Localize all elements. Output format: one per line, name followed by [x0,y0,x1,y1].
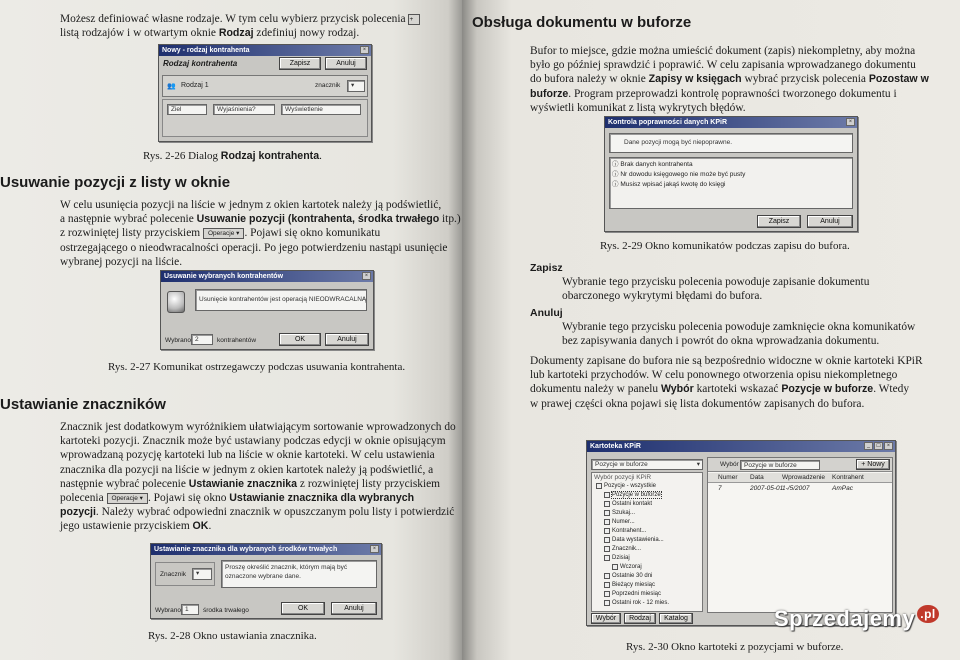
ok-button[interactable]: OK [281,602,325,615]
marker-select[interactable]: ▾ [192,568,212,580]
selected-unit: środka trwałego [203,607,249,614]
caption-2-27: Rys. 2-27 Komunikat ostrzegawczy podczas usuwania kontrahenta. [108,361,406,373]
close-icon[interactable]: × [360,46,369,54]
trash-icon [167,291,185,313]
tree-item[interactable]: Ostatnie 30 dni [604,573,652,579]
tree-item[interactable]: Bieżący miesiąc [604,582,655,588]
tree-panel-title: Wybór pozycji KPiR [594,474,652,481]
caption-2-26: Rys. 2-26 Dialog Rodzaj kontrahenta. [143,150,322,162]
buffer-paragraph: Bufor to miejsce, gdzie można umieścić dokument (zapis) niekompletny, aby można było go później sprawdzić i poprawić. W celu zapisania wprowadzanego dokumentu do bufora należy w oknie Zapisy w księgach wybrać przycisk polecenia Pozostaw w buforze. Program przeprowadzi kontrolę poprawności tworzonego dokumentu i wyświetli komunikat z listą wykrytych błędów. [530,45,929,114]
tree-item[interactable]: Numer... [604,519,635,525]
table-header [708,473,892,483]
dialog-set-marker [150,543,382,619]
folder-icon [604,573,610,579]
view-combo[interactable]: Pozycje w buforze ▾ [591,459,703,470]
dialog-title: Nowy - rodzaj kontrahenta [159,45,371,56]
cell-number: 7 [718,485,722,492]
tree-item[interactable]: Ostatni kontakt [604,501,652,507]
tree-item[interactable]: Pozycje - wszystkie [596,483,656,489]
column-header[interactable]: Data [750,474,764,481]
folder-icon [604,510,610,516]
dialog-header: Rodzaj kontrahenta [163,59,238,68]
ok-button[interactable]: OK [279,333,321,346]
tree-item[interactable]: Wczoraj [612,564,642,570]
tree-item[interactable]: Poprzedni miesiąc [604,591,661,597]
cell-entry: 1-/5/2007 [782,485,810,492]
save-button[interactable]: Zapisz [757,215,801,228]
folder-icon [604,582,610,588]
folder-icon [604,600,610,606]
add-type-icon: + [408,14,420,25]
tree-item[interactable]: Dzisiaj [604,555,630,561]
table-row[interactable] [708,484,892,494]
warning-message: Usunięcie kontrahentów jest operacją NIEODWRACALNĄ [195,289,367,311]
select-label: Wybór [720,461,739,468]
markers-paragraph: Znacznik jest dodatkowym wyróżnikiem ułatwiającym sortowanie wprowadzonych do kartoteki pozycji. Znacznik może być ustawiany podczas edycji w oknie opisującym wprowadzaną pozycję kartoteki lub na liście w oknie kartoteki. W celu ustawienia znacznika dla pozycji na liście w jednym z okien kartotek należy ją podświetlić, a następnie wybrać polecenie Ustawianie znacznika z rozwiniętej listy przyciskiem polecenia Operacje ▾ . Pojawi się okno Ustawianie znacznika dla wybranych pozycji. Należy wybrać odpowiedni znacznik w opuszczanym polu listy i potwierdzić jego ustawienie przyciskiem OK. [60,421,456,533]
folder-icon [604,528,610,534]
operations-inline-button: Operacje ▾ [203,228,244,239]
close-icon[interactable]: × [362,272,371,280]
marker-label: Znacznik [160,571,187,578]
save-button[interactable]: Zapisz [279,57,321,70]
column-header[interactable]: Wprowadzenie [782,474,825,481]
type-name: Rodzaj 1 [181,82,209,89]
folder-icon [604,501,610,507]
dialog-delete-contractors [160,270,374,350]
selected-count: 2 [191,334,213,345]
window-kartoteka-kpir [586,440,896,626]
color-field[interactable]: Ziel [167,104,207,115]
tree-item[interactable]: Znacznik... [604,546,641,552]
caption-2-29: Rys. 2-29 Okno komunikatów podczas zapisu do bufora. [600,240,850,252]
cancel-description: Wybranie tego przycisku polecenia powoduje zamknięcie okna komunikatów bez zapisywania danych i powrót do okna wprowadzania dokumentu. [562,321,916,348]
maximize-icon[interactable]: □ [874,442,883,450]
details-panel [162,99,368,137]
marker-label: znacznik [315,82,341,89]
tree-item[interactable]: Szukaj... [604,510,635,516]
select-value[interactable]: Pozycje w buforze [740,460,820,470]
folder-icon [604,591,610,597]
intro-paragraph: Możesz definiować własne rodzaje. W tym celu wybierz przycisk polecenia + listą rodzajów i w otwartym oknie Rodzaj zdefiniuj nowy rodzaj. [60,12,455,40]
group-icon: 👥 [167,83,176,90]
column-header[interactable]: Kontrahent [832,474,864,481]
list-toolbar [708,458,892,472]
minimize-icon[interactable]: _ [864,442,873,450]
marker-group [155,562,215,586]
heading-remove-items: Usuwanie pozycji z listy w oknie [0,174,231,191]
watermark: Sprzedajemy $^{.pl}$ [774,606,939,632]
name-row [162,75,368,97]
heading-buffer: Obsługa dokumentu w buforze [472,14,692,31]
heading-markers: Ustawianie znaczników [0,396,166,413]
marker-select[interactable]: ▾ [347,80,365,92]
selected-label: Wybrano [165,337,191,344]
selected-count: 1 [181,604,199,615]
column-header[interactable]: Numer [718,474,738,481]
tab-katalog[interactable]: Katalog [659,613,693,624]
tab-rodzaj[interactable]: Rodzaj [624,613,656,624]
cancel-button[interactable]: Anuluj [331,602,377,615]
tree-item[interactable]: Data wystawienia... [604,537,664,543]
error-item: ⓘ Brak danych kontrahenta [612,161,693,168]
remove-paragraph: W celu usunięcia pozycji na liście w jednym z okien kartotek należy ją podświetlić, a następnie wybrać polecenie Usuwanie pozycji (kontrahenta, środka trwałego itp.) z rozwiniętej listy przyciskiem Operacje ▾ . Pojawi się okno komunikatu ostrzegającego o nieodwracalności operacji. Po jego potwierdzeniu nastąpi usunięcie wybranej pozycji na liście. [60,199,461,268]
dialog-title: Kontrola poprawności danych KPiR [605,117,857,128]
cell-contractor: AmPac [832,485,853,492]
folder-icon [612,564,618,570]
folder-icon [604,546,610,552]
folder-icon [604,555,610,561]
window-title: Kartoteka KPiR [587,441,895,452]
dialog-rodzaj-kontrahenta [158,44,372,142]
cancel-button[interactable]: Anuluj [325,333,369,346]
cancel-button[interactable]: Anuluj [325,57,367,70]
description-field[interactable]: Wyjaśnienia? [213,104,275,115]
error-item: ⓘ Musisz wpisać jakąś kwotę do księgi [612,181,726,188]
list-panel [707,457,893,613]
save-description: Wybranie tego przycisku polecenia powoduje zapisanie dokumentu obarczonego wykrytymi błędami do bufora. [562,276,870,303]
folder-icon [604,537,610,543]
top-message: Dane pozycji mogą być niepoprawne. [609,133,853,153]
marker-hint: Proszę określić znacznik, którym mają być oznaczone wybrane dane. [221,560,377,588]
right-page [462,0,960,660]
caption-2-30: Rys. 2-30 Okno kartoteki z pozycjami w buforze. [626,641,844,653]
cancel-button[interactable]: Anuluj [807,215,853,228]
term-cancel: Anuluj [530,307,563,319]
tab-wybor[interactable]: Wybór [591,613,621,624]
operations-inline-button: Operacje ▾ [107,493,148,504]
caption-2-28: Rys. 2-28 Okno ustawiania znacznika. [148,630,317,642]
term-save: Zapisz [530,262,563,274]
folder-icon [596,483,602,489]
display-field[interactable]: Wyświetlenie [281,104,361,115]
dialog-title: Ustawianie znacznika dla wybranych środków trwałych [151,544,381,555]
tree-item[interactable]: Ostatni rok - 12 mies. [604,600,669,606]
close-icon[interactable]: × [846,118,855,126]
dialog-title: Usuwanie wybranych kontrahentów [161,271,373,282]
cell-date: 2007-05-01 [750,485,784,492]
left-page [0,0,462,660]
close-icon[interactable]: × [884,442,893,450]
new-button[interactable]: + Nowy [856,459,890,470]
error-list[interactable] [609,157,853,209]
tree-item[interactable]: Kontrahent... [604,528,646,534]
selected-label: Wybrano [155,607,181,614]
tab-bar [591,613,693,624]
folder-icon [604,492,610,498]
selected-unit: kontrahentów [217,337,257,344]
error-item: ⓘ Nr dowodu księgowego nie może być pusty [612,171,746,178]
tree-item[interactable]: Pozycje w buforze [604,492,661,498]
docs-paragraph: Dokumenty zapisane do bufora nie są bezpośrednio widoczne w oknie kartoteki KPiR lub kartoteki przychodów. W celu ponownego otworzenia opisu niekompletnego dokumentu należy w panelu Wybór kartoteki wskazać Pozycje w buforze. Wtedy w prawej części okna pojawi się lista dokumentów zapisanych do bufora. [530,355,923,410]
folder-icon [604,519,610,525]
dialog-kpir-validation [604,116,858,232]
tree-panel [591,472,703,612]
close-icon[interactable]: × [370,545,379,553]
